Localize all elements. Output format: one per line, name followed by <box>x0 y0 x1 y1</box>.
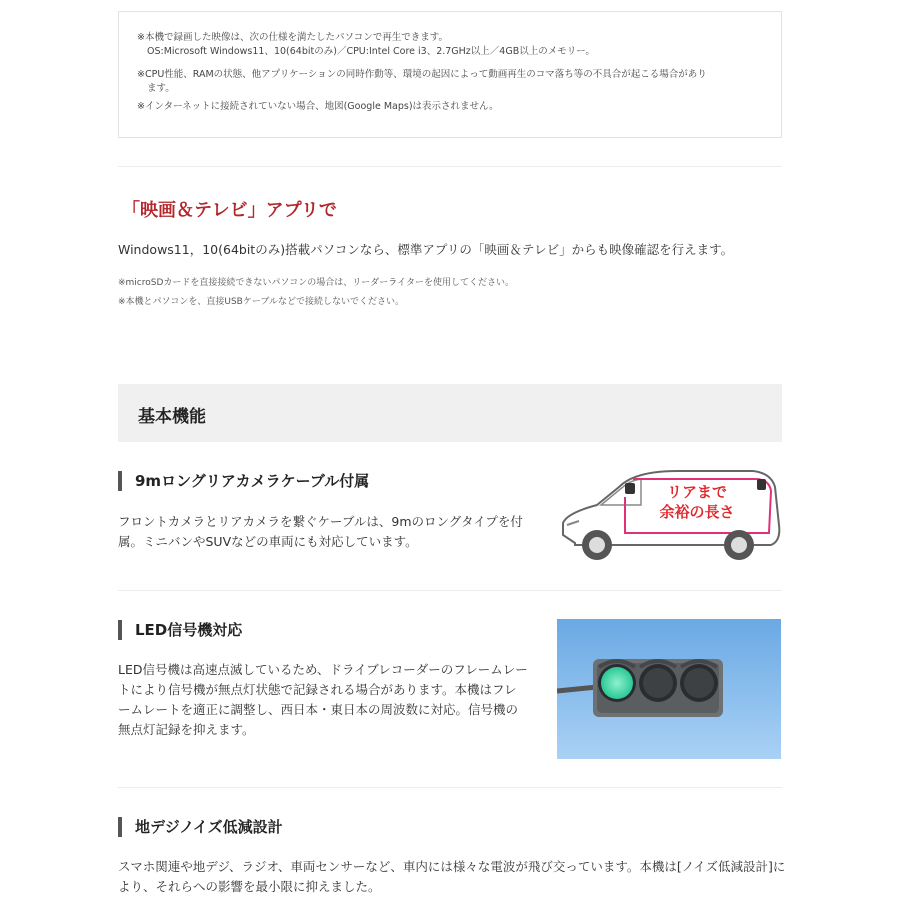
divider <box>118 590 782 591</box>
van-caption-line1: リアまで <box>666 484 728 501</box>
app-section-note: ※microSDカードを直接接続できないパソコンの場合は、リーダーライターを使用してください。 <box>118 278 514 288</box>
divider <box>118 787 782 788</box>
app-section-heading: 「映画＆テレビ」アプリで <box>122 200 337 221</box>
basic-features-banner <box>118 384 782 442</box>
van-icon <box>557 465 783 565</box>
requirements-note-line: OS:Microsoft Windows11、10(64bitのみ)／CPU:Intel Core i3、2.7GHz以上／4GB以上のメモリー。 <box>147 46 595 57</box>
feature-title: 地デジノイズ低減設計 <box>118 817 283 837</box>
divider <box>118 166 782 167</box>
feature-title: 9mロングリアカメラケーブル付属 <box>118 471 369 491</box>
requirements-note-line: ※CPU性能、RAMの状態、他アプリケーションの同時作動等、環境の起因によって動画再生のコマ落ち等の不具合が起こる場合があり <box>137 69 707 80</box>
feature-text: スマホ関連や地デジ、ラジオ、車両センサーなど、車内には様々な電波が飛び交っています。本機は[ノイズ低減設計]により、それらへの影響を最小限に抑えました。 <box>118 859 786 894</box>
feature-text: フロントカメラとリアカメラを繋ぐケーブルは、9mのロングタイプを付属。ミニバンやSUVなどの車両にも対応しています。 <box>118 514 523 549</box>
van-illustration <box>557 465 783 565</box>
basic-features-title: 基本機能 <box>138 407 206 427</box>
feature-title: LED信号機対応 <box>118 620 242 640</box>
requirements-note-line: ※インターネットに接続されていない場合、地図(Google Maps)は表示されません。 <box>137 101 499 112</box>
app-section-note: ※本機とパソコンを、直接USBケーブルなどで接続しないでください。 <box>118 297 405 307</box>
van-caption-line2: 余裕の長さ <box>659 504 735 521</box>
feature-text: LED信号機は高速点滅しているため、ドライブレコーダーのフレームレートにより信号機が無点灯状態で記録される場合があります。本機はフレームレートを適正に調整し、西日本・東日本の周波数に対応。信号機の無点灯記録を抑えます。 <box>118 662 528 737</box>
requirements-note-line: ます。 <box>147 83 175 94</box>
traffic-signal-photo <box>557 619 781 759</box>
requirements-note-box <box>118 11 782 138</box>
traffic-signal-icon <box>557 619 781 759</box>
app-section-lead: Windows11，10(64bitのみ)搭載パソコンなら、標準アプリの「映画＆テレビ」からも映像確認を行えます。 <box>118 242 734 257</box>
requirements-note-line: ※本機で録画した映像は、次の仕様を満たしたパソコンで再生できます。 <box>137 32 449 43</box>
